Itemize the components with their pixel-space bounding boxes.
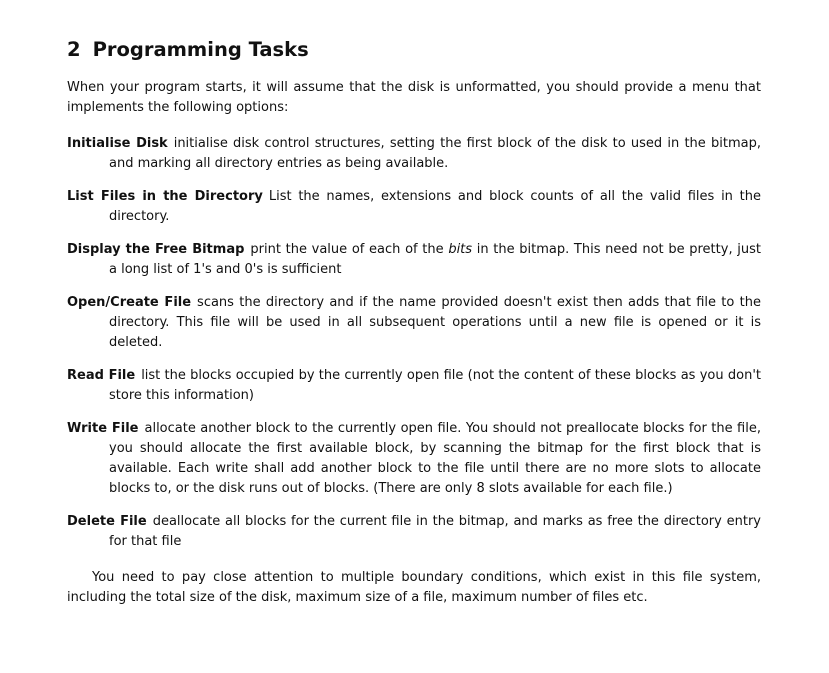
option-write-file <box>67 419 761 499</box>
option-open-create-file <box>67 293 761 353</box>
option-description-emphasis: bits <box>448 242 473 257</box>
intro-paragraph: When your program starts, it will assume that the disk is unformatted, you should provide a menu that implements the following options: <box>67 80 761 115</box>
option-display-bitmap <box>67 240 761 280</box>
option-term: Read File <box>67 368 136 383</box>
option-initialise-disk <box>67 134 761 174</box>
document-page <box>67 36 761 608</box>
option-read-file <box>67 366 761 406</box>
option-description: allocate another block to the currently open file. You should not preallocate blocks for the file, you should allocate the first available block, by scanning the bitmap for the first block that is available. Each write shall add another block to the file until there are no more slots to allocate blocks to, or the disk runs out of blocks. (There are only 8 slots available for each file.) <box>109 421 761 496</box>
section-heading <box>67 36 761 64</box>
option-term: Delete File <box>67 514 147 529</box>
options-list <box>67 134 761 552</box>
option-term: Display the Free Bitmap <box>67 242 245 257</box>
option-description: deallocate all blocks for the current file in the bitmap, and marks as free the directory entry for that file <box>109 514 761 549</box>
option-description-end: in the bitmap. This need not be pretty, just a long list of 1's and 0's is sufficient <box>109 242 761 277</box>
option-list-files <box>67 187 761 227</box>
section-number: 2 <box>67 38 81 61</box>
option-term: Open/Create File <box>67 295 192 310</box>
section-title: Programming Tasks <box>92 38 309 61</box>
option-term: List Files in the Directory <box>67 189 263 204</box>
option-delete-file <box>67 512 761 552</box>
option-description: List the names, extensions and block counts of all the valid files in the directory. <box>109 189 762 224</box>
option-term: Write File <box>67 421 139 436</box>
option-description-start: print the value of each of the <box>250 242 444 257</box>
option-description: scans the directory and if the name provided doesn't exist then adds that file to the directory. This file will be used in all subsequent operations until a new file is opened or it is deleted. <box>109 295 761 350</box>
option-term: Initialise Disk <box>67 136 168 151</box>
closing-paragraph: You need to pay close attention to multiple boundary conditions, which exist in this file system, including the total size of the disk, maximum size of a file, maximum number of files etc. <box>67 570 761 605</box>
option-description: initialise disk control structures, setting the first block of the disk to used in the bitmap, and marking all directory entries as being available. <box>109 136 761 171</box>
option-description: list the blocks occupied by the currently open file (not the content of these blocks as you don't store this information) <box>109 368 761 403</box>
